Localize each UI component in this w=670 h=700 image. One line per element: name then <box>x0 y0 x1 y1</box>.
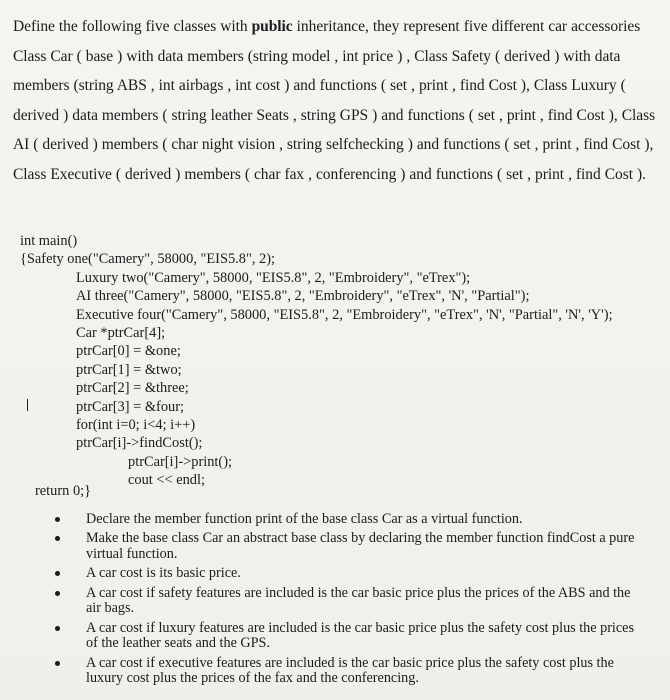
code-line-print-call: ptrCar[i]->print(); <box>128 453 233 470</box>
list-item <box>55 656 645 687</box>
list-item-text: A car cost is its basic price. <box>86 565 241 582</box>
code-line-luxury: Luxury two("Camery", 58000, "EIS5.8", 2, "Embroidery", "eTrex"); <box>76 269 471 286</box>
list-item-text: A car cost if safety features are included is the car basic price plus the prices of the ABS and the air bags. <box>86 584 631 617</box>
code-line-main: int main() <box>20 233 78 249</box>
list-item <box>55 586 645 617</box>
code-line-ptrcar-2: ptrCar[2] = &three; <box>76 380 189 397</box>
intro-part2: inheritance, they represent five different car accessories Class Car ( base ) with data members (string model , int price ) , Class Safety ( derived ) with data members (string ABS , int airbags , int cost ) and functions ( set , print , find Cost ), Class Luxury ( derived ) data members ( string leather Seats , string GPS ) and functions ( set , print , find Cost ), Class AI ( derived ) members ( char night vision , string selfchecking ) and functions ( set , print , find Cost ), Class Executive ( derived ) members ( char fax , conferencing ) and functions ( set , print , find Cost ). <box>13 18 656 183</box>
bullet-dot-icon <box>55 517 60 522</box>
code-line-findcost-call: ptrCar[i]->findCost(); <box>76 435 203 452</box>
bullet-dot-icon <box>55 626 60 631</box>
code-line-return: return 0;} <box>35 483 92 499</box>
list-item <box>55 512 645 528</box>
code-line-ptrcar-3: ptrCar[3] = &four; <box>76 398 185 415</box>
code-line-for-loop: for(int i=0; i<4; i++) <box>76 416 196 433</box>
code-line-ptrcar-1: ptrCar[1] = &two; <box>76 361 182 378</box>
list-item-text: Make the base class Car an abstract base class by declaring the member function findCost a pure virtual function. <box>86 530 635 562</box>
code-line-cout: cout << endl; <box>128 472 205 489</box>
code-line-ptrcar-decl: Car *ptrCar[4]; <box>76 324 166 341</box>
bullet-dot-icon <box>55 591 60 596</box>
bullet-dot-icon <box>55 536 60 541</box>
problem-paragraph <box>13 12 661 189</box>
list-item <box>55 621 645 652</box>
code-line-ai: AI three("Camery", 58000, "EIS5.8", 2, "Embroidery", "eTrex", 'N', "Partial"); <box>76 288 530 305</box>
list-item-text: Declare the member function print of the base class Car as a virtual function. <box>86 511 523 527</box>
code-line-ptrcar-0: ptrCar[0] = &one; <box>76 343 181 360</box>
bullet-dot-icon <box>55 661 60 666</box>
intro-part1: Define the following five classes with <box>13 18 252 35</box>
intro-bold-public: public <box>251 18 293 35</box>
list-item-text: A car cost if luxury features are included is the car basic price plus the safety cost plus the prices of the leather seats and the GPS. <box>86 619 634 652</box>
text-cursor <box>27 399 28 411</box>
code-line-executive: Executive four("Camery", 58000, "EIS5.8", 2, "Embroidery", "eTrex", 'N', "Partial", 'N', 'Y'); <box>76 306 613 323</box>
bullet-dot-icon <box>55 571 60 576</box>
code-line-safety: {Safety one("Camery", 58000, "EIS5.8", 2); <box>20 251 276 268</box>
requirements-list <box>55 512 645 691</box>
code-block <box>20 232 660 489</box>
problem-statement <box>13 12 661 189</box>
list-item-text: A car cost if executive features are included is the car basic price plus the safety cost plus the luxury cost plus the prices of the fax and the conferencing. <box>86 654 614 687</box>
list-item <box>55 566 645 582</box>
list-item <box>55 531 645 562</box>
